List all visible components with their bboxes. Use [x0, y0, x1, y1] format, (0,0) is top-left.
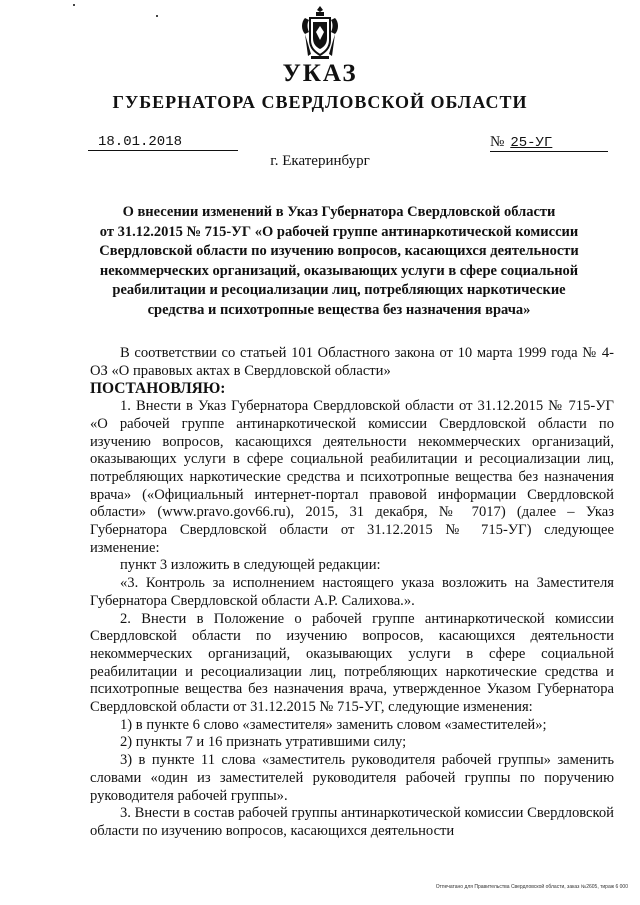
number-prefix: № — [490, 134, 505, 150]
document-number — [490, 134, 608, 152]
heading-line: Свердловской области по изучению вопросов, касающихся деятельности — [99, 243, 579, 260]
scan-speck — [73, 4, 75, 6]
number-value: 25-УГ — [510, 135, 553, 151]
clause-1-quote: «3. Контроль за исполнением настоящего указа возложить на Заместителя Губернатора Свердловской области А.Р. Салихова.». — [90, 575, 614, 609]
document-city: г. Екатеринбург — [270, 153, 370, 169]
clause-1-sub: пункт 3 изложить в следующей редакции: — [120, 557, 381, 574]
document-body — [90, 345, 614, 841]
clause-2: 2. Внести в Положение о рабочей группе антинаркотической комиссии Свердловской области по изучению вопросов, касающихся деятельности некоммерческих организаций, оказывающих услуги в сфере социальной реабилитации и ресоциализации лиц, потребляющих наркотические средства и психотропные вещества без назначения врача, утвержденное Указом Губернатора Свердловской области от 31.12.2015 № 715-УГ, следующие изменения: — [90, 610, 614, 716]
clause-2-item-1: 1) в пункте 6 слово «заместителя» заменить словом «заместителей»; — [120, 716, 547, 733]
decree-word: ПОСТАНОВЛЯЮ: — [90, 380, 226, 398]
clause-2-item-2: 2) пункты 7 и 16 признать утратившими силу; — [120, 734, 407, 751]
heading-line: некоммерческих организаций, оказывающих услуги в сфере социальной — [99, 262, 579, 279]
print-note: Отпечатано для Правительства Свердловской области, заказ №2605, тираж 6 000 — [435, 884, 628, 890]
scan-speck — [156, 15, 158, 17]
clause-2-item-3: 3) в пункте 11 слова «заместитель руководителя рабочей группы» заменить словами «один из заместителей руководителя рабочей группы по поручению руководителя рабочей группы». — [90, 752, 614, 804]
document-type-title: УКАЗ — [282, 60, 358, 87]
heading-line: О внесении изменений в Указ Губернатора Свердловской области — [122, 204, 556, 220]
document-heading — [84, 203, 594, 321]
heading-line: средства и психотропные вещества без назначения врача» — [147, 301, 531, 318]
preamble-paragraph: В соответствии со статьей 101 Областного закона от 10 марта 1999 года № 4-ОЗ «О правовых актах в Свердловской области» — [90, 345, 614, 379]
clause-1: 1. Внести в Указ Губернатора Свердловской области от 31.12.2015 № 715-УГ «О рабочей группе антинаркотической комиссии Свердловской области по изучению вопросов, касающихся деятельности некоммерческих организаций, оказывающих услуги в сфере социальной реабилитации и ресоциализации лиц, потребляющих наркотические средства и психотропные вещества без назначения врача» («Официальный интернет-портал правовой информации Свердловской области» (www.pravo.gov66.ru), 2015, 31 декабря, № 7017) (далее – Указ Губернатора Свердловской области от 31.12.2015 № 715-УГ) следующее изменение: — [90, 398, 614, 556]
coat-of-arms-icon — [299, 4, 341, 62]
heading-line: от 31.12.2015 № 715-УГ «О рабочей группе антинаркотической комиссии — [99, 223, 579, 240]
document-date: 18.01.2018 — [88, 134, 238, 151]
clause-3: 3. Внести в состав рабочей группы антинаркотической комиссии Свердловской области по изучению вопросов, касающихся деятельности — [90, 805, 614, 839]
issuer-title: ГУБЕРНАТОРА СВЕРДЛОВСКОЙ ОБЛАСТИ — [112, 92, 528, 112]
heading-line: реабилитации и ресоциализации лиц, потребляющих наркотические — [112, 282, 566, 299]
